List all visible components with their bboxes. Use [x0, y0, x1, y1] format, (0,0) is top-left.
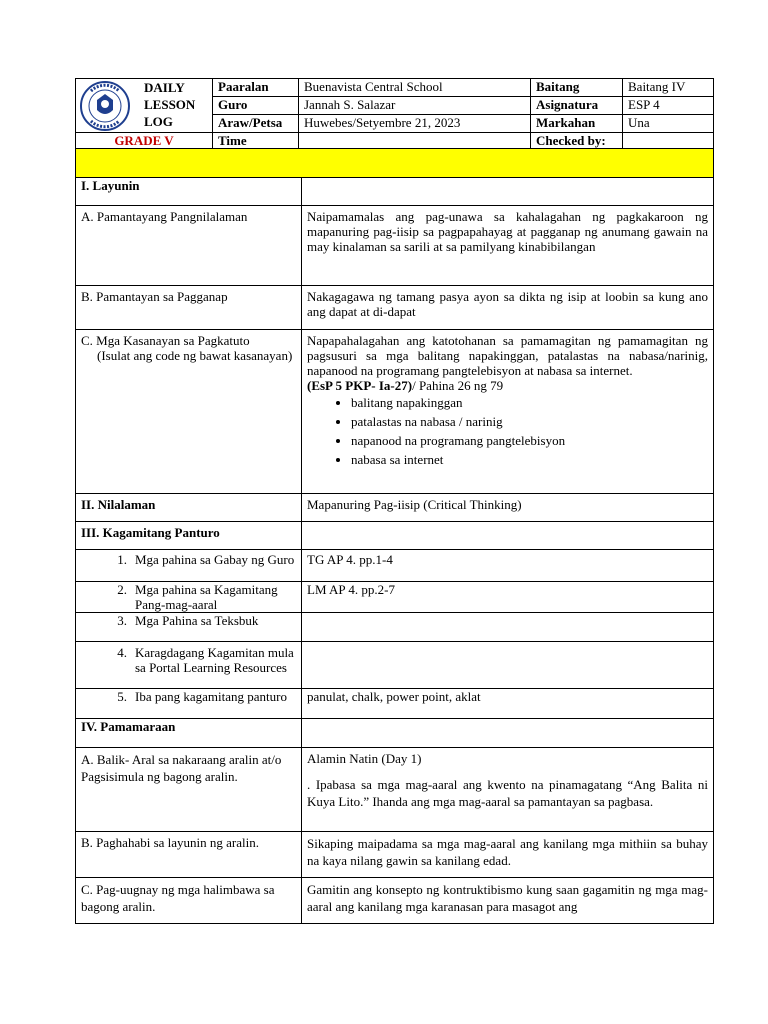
main-table: [75, 148, 714, 924]
label-pamantayang-pangnilalaman: A. Pamantayang Pangnilalaman: [76, 206, 302, 286]
label-balik-aral: A. Balik- Aral sa nakaraang aralin at/o Pagsisimula ng bagong aralin.: [76, 748, 302, 832]
grade-label: GRADE V: [76, 133, 213, 151]
section-layunin: I. Layunin: [76, 178, 302, 206]
value-guro: Jannah S. Salazar: [299, 97, 531, 115]
kasanayan-bullets: [307, 395, 708, 467]
value-asignatura: ESP 4: [623, 97, 714, 115]
label-paghahabi: B. Paghahabi sa layunin ng aralin.: [76, 832, 302, 878]
kasanayan-code: (EsP 5 PKP- Ia-27): [307, 378, 413, 393]
list-item: • napanood na programang pangtelebisyon: [351, 433, 708, 448]
yellow-banner: [76, 149, 714, 178]
kag-value-2: LM AP 4. pp.2-7: [302, 582, 714, 613]
kasanayan-sub: (Isulat ang code ng bawat kasanayan): [97, 348, 293, 363]
value-balik-aral: [302, 748, 714, 832]
section-kagamitan: III. Kagamitang Panturo: [76, 522, 302, 550]
kasanayan-page: / Pahina 26 ng 79: [412, 378, 504, 393]
kag-label: Karagdagang Kagamitan mula sa Portal Learning Resources: [135, 645, 294, 675]
label-araw-petsa: Araw/Petsa: [213, 115, 299, 133]
kag-item-5: [76, 689, 302, 719]
kag-item-2: [76, 582, 302, 613]
label-baitang: Baitang: [531, 79, 623, 97]
label-checked-by: Checked by:: [531, 133, 623, 151]
label-markahan: Markahan: [531, 115, 623, 133]
value-paaralan: Buenavista Central School: [299, 79, 531, 97]
kag-item-3: [76, 613, 302, 642]
kag-value-5: panulat, chalk, power point, aklat: [302, 689, 714, 719]
deped-seal-icon: [79, 80, 131, 132]
kag-label: Mga Pahina sa Teksbuk: [135, 613, 259, 628]
value-pamantayang-pangnilalaman: Naipamamalas ang pag-unawa sa kahalagahan ng pagkakaroon ng mapanuring pag-iisip sa pagpapahayag at pagganap ng anumang gawain na may kinalaman sa sarili at sa pamilyang kinabibilangan: [302, 206, 714, 286]
title-line-3: LOG: [144, 114, 173, 129]
kasanayan-title: C. Mga Kasanayan sa Pagkatuto: [81, 333, 250, 348]
kag-value-4: [302, 642, 714, 689]
title-line-2: LESSON: [144, 97, 196, 112]
kag-num: 5.: [117, 689, 127, 704]
logo-cell: [76, 79, 213, 133]
kag-item-4: [76, 642, 302, 689]
value-pamantayan-pagganap: Nakagagawa ng tamang pasya ayon sa dikta ng isip at loobin sa kung ano ang dapat at di-dapat: [302, 286, 714, 330]
kag-value-1: TG AP 4. pp.1-4: [302, 550, 714, 582]
section-pamamaraan-value: [302, 719, 714, 748]
value-pag-uugnay: Gamitin ang konsepto ng kontruktibismo kung saan gagamitin ng mga mag-aaral ang kanilang mga karanasan para masagot ang: [302, 878, 714, 924]
value-araw-petsa: Huwebes/Setyembre 21, 2023: [299, 115, 531, 133]
list-item: • nabasa sa internet: [351, 452, 708, 467]
value-markahan: Una: [623, 115, 714, 133]
kag-num: 4.: [117, 645, 127, 660]
list-item: • patalastas na nabasa / narinig: [351, 414, 708, 429]
list-item: • balitang napakinggan: [351, 395, 708, 410]
kag-num: 3.: [117, 613, 127, 628]
balik-aral-text: . Ipabasa sa mga mag-aaral ang kwento na pinamagatang “Ang Balita ni Kuya Lito.” Ihanda ang mga mag-aaral sa pamantayan sa pagbasa.: [307, 777, 708, 809]
balik-aral-heading: Alamin Natin (Day 1): [307, 751, 422, 766]
kasanayan-text: Napapahalagahan ang katotohanan sa pamamagitan ng pamamagitan ng pagsusuri sa mga balitang napakinggan, patalastas na nabasa/narinig, napanood na programang pangtelebisyon at nabasa sa internet.: [307, 333, 708, 378]
value-kasanayan: [302, 330, 714, 494]
kag-item-1: [76, 550, 302, 582]
kag-label: Mga pahina sa Kagamitang Pang-mag-aaral: [135, 582, 278, 612]
section-layunin-value: [302, 178, 714, 206]
value-paghahabi: Sikaping maipadama sa mga mag-aaral ang kanilang mga mithiin sa buhay na kaya nilang gawin sa kanilang edad.: [302, 832, 714, 878]
kag-label: Iba pang kagamitang panturo: [135, 689, 287, 704]
section-nilalaman: II. Nilalaman: [76, 494, 302, 522]
label-kasanayan: [76, 330, 302, 494]
label-asignatura: Asignatura: [531, 97, 623, 115]
value-baitang: Baitang IV: [623, 79, 714, 97]
value-nilalaman: Mapanuring Pag-iisip (Critical Thinking): [302, 494, 714, 522]
title-line-1: DAILY: [144, 80, 185, 95]
label-pag-uugnay: C. Pag-uugnay ng mga halimbawa sa bagong aralin.: [76, 878, 302, 924]
kasanayan-code-line: [307, 378, 708, 393]
kag-num: 1.: [117, 552, 127, 567]
label-guro: Guro: [213, 97, 299, 115]
kag-num: 2.: [117, 582, 127, 597]
kag-label: Mga pahina sa Gabay ng Guro: [135, 552, 295, 567]
section-kagamitan-value: [302, 522, 714, 550]
label-paaralan: Paaralan: [213, 79, 299, 97]
header-table: [75, 78, 714, 151]
section-pamamaraan: IV. Pamamaraan: [76, 719, 302, 748]
label-time: Time: [213, 133, 299, 151]
label-pamantayan-pagganap: B. Pamantayan sa Pagganap: [76, 286, 302, 330]
kag-value-3: [302, 613, 714, 642]
